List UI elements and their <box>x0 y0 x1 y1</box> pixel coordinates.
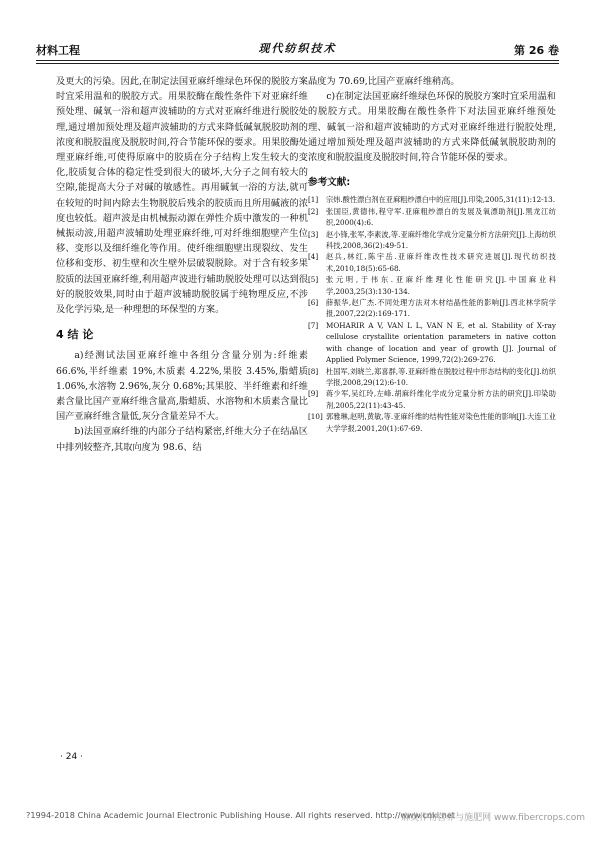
reference-item <box>308 366 556 389</box>
body-paragraph: 及更大的污染。因此,在制定法国亚麻纤维绿色环保的脱胶方案时宜采用温和的脱胶方式。用果胶酶在酸性条件下对亚麻纤维预处理、碱氧一浴和超声波辅助的方式对亚麻纤维进行脱胶处理,通过增加预处理及超声波辅助的方式来降低碱氧脱胶助剂的浓度和脱胶温度及脱胶时间,符合节能环保的要求。用果胶酶处理亚麻纤维,可使得原麻中的胶质在分子结构上发生较大的变化,胶质复合体的稳定性受到很大的破坏,大分子之间有较大的空隙,能提高大分子对碱的敏感性。再用碱氧一浴的方法,就可在较短的时间内除去生物脱胶后残余的胶质而且所用碱液的浓度也较低。超声波是由机械振动源在弹性介质中激发的一种机械振动波,用超声波辅助处理亚麻纤维,可对纤维细胞壁产生位移、变形以及细纤维化等作用。使纤维细胞壁出现裂纹、发生位移和变形、初生壁和次生壁外层破裂脱除。对于含有较多果胶质的法国亚麻纤维,利用超声波进行辅助脱胶处理可以达到很好的脱胶效果,同时由于超声波辅助脱胶属于纯物理反应,不涉及化学污染,是一种理想的环保型的方案。 <box>56 76 308 316</box>
footer-copyright: ?1994-2018 China Academic Journal Electronic Publishing House. All rights reserved. http://www.cnki.net <box>26 810 456 820</box>
reference-number: [8] <box>308 366 319 376</box>
reference-text: MOHARIR A V, VAN L L, VAN N E, et al. Stability of X-ray cellulose crystallite orientation parameters in native cotton with change of location and year of growth [J]. Journal of Applied Polymer Science, 1999,72(2):269-276. <box>326 320 556 365</box>
section-heading-conclusion: 4 结 论 <box>56 328 94 342</box>
conclusion-item-b: b)法国亚麻纤维的内部分子结构紧密,纤维大分子在结晶区中排列较整齐,其取向度为 98.6、结 <box>56 426 308 453</box>
reference-item <box>308 411 556 434</box>
header-rule <box>36 60 559 64</box>
conclusion-item-b-continued: 晶度为 70.69,比国产亚麻纤维稍高。 <box>308 76 460 87</box>
reference-text: 张国臣,黄德伟,程守军.亚麻粗纱漂白的发展及氧漂助剂[J].黑龙江纺织,2000(4):6. <box>326 206 556 228</box>
left-column <box>56 74 308 455</box>
references-heading: 参考文献: <box>308 177 351 189</box>
header-journal-logo: 现代纺织技术 <box>258 42 337 55</box>
footer <box>26 810 585 823</box>
conclusion-item-c: c)在制定法国亚麻纤维绿色环保的脱胶方案时宜采用温和的脱胶方式。用果胶酶在酸性条件下对法国亚麻纤维预处理、碱氧一浴和超声波辅助的方式对亚麻纤维进行脱胶处理,通过增加预处理及超声波辅助的方式来降低碱氧脱胶助剂的浓度和脱胶温度及脱胶时间,符合节能环保的要求。 <box>308 91 556 164</box>
header-volume: 第 26 卷 <box>514 44 559 57</box>
reference-item <box>308 388 556 411</box>
reference-number: [1] <box>308 195 319 205</box>
reference-number: [4] <box>308 252 319 262</box>
reference-number: [5] <box>308 275 319 285</box>
reference-number: [10] <box>308 412 323 422</box>
reference-item <box>308 274 556 297</box>
reference-number: [9] <box>308 389 319 399</box>
reference-item <box>308 320 556 366</box>
reference-number: [7] <box>308 320 319 330</box>
references-list <box>308 194 556 434</box>
reference-text: 杜国军,刘晓兰,郑喜群,等.亚麻纤维在脱胶过程中形态结构的变化[J].纺织学报,2008,29(12):6-10. <box>326 366 556 387</box>
reference-item <box>308 194 556 205</box>
reference-text: 郭雅琳,赵明,黄敏,等.亚麻纤维的结构性能对染色性能的影响[J].大连工业大学学报,2001,20(1):67-69. <box>326 412 556 433</box>
reference-number: [2] <box>308 206 319 216</box>
footer-watermark: 麻类作物营养与施肥网 www.fibercrops.com <box>401 813 585 823</box>
reference-text: 张元明,于伟东.亚麻纤维理化性能研究[J].中国麻业科学,2003,25(3):130-134. <box>326 275 556 296</box>
reference-text: 赵小锋,张军,李素波,等.亚麻纤维化学成分定量分析方法研究[J].上海纺织科技,2008,36(2):49-51. <box>326 229 556 251</box>
page-number: · 24 · <box>60 752 83 762</box>
reference-text: 薛振华,赵广杰.不同处理方法对木材结晶性能的影响[J].西北林学院学报,2007,22(2):169-171. <box>326 298 556 319</box>
reference-number: [3] <box>308 229 319 239</box>
conclusion-item-a: a)经测试法国亚麻纤维中各组分含量分别为:纤维素 66.6%,半纤维素 19%,木质素 4.22%,果胶 3.45%,脂蜡质 1.06%,水溶物 2.96%,灰分 0.68%;其果胶、半纤维素和纤维素含量比国产亚麻纤维含量高,脂蜡质、水溶物和木质素含量比国产亚麻纤维含量低,灰分含量差异不大。 <box>56 350 308 423</box>
running-header <box>36 40 559 58</box>
reference-text: 赵兵,林红,陈宇岳.亚麻纤维改性技术研究进展[J].现代纺织技术,2010,18(5):65-68. <box>326 252 556 273</box>
reference-number: [6] <box>308 298 319 308</box>
reference-text: 蒋少军,吴红玲,左峰.胡麻纤维化学成分定量分析方法的研究[J].印染助剂,2005,22(11):43-45. <box>326 389 556 410</box>
reference-item <box>308 297 556 320</box>
right-column <box>308 74 556 434</box>
reference-item <box>308 206 556 229</box>
header-section: 材料工程 <box>36 44 80 57</box>
reference-item <box>308 251 556 274</box>
reference-item <box>308 229 556 252</box>
reference-text: 宗炜.酸性漂白剂在亚麻粗纱漂白中的应用[J].印染,2005,31(11):12-13. <box>326 195 555 205</box>
